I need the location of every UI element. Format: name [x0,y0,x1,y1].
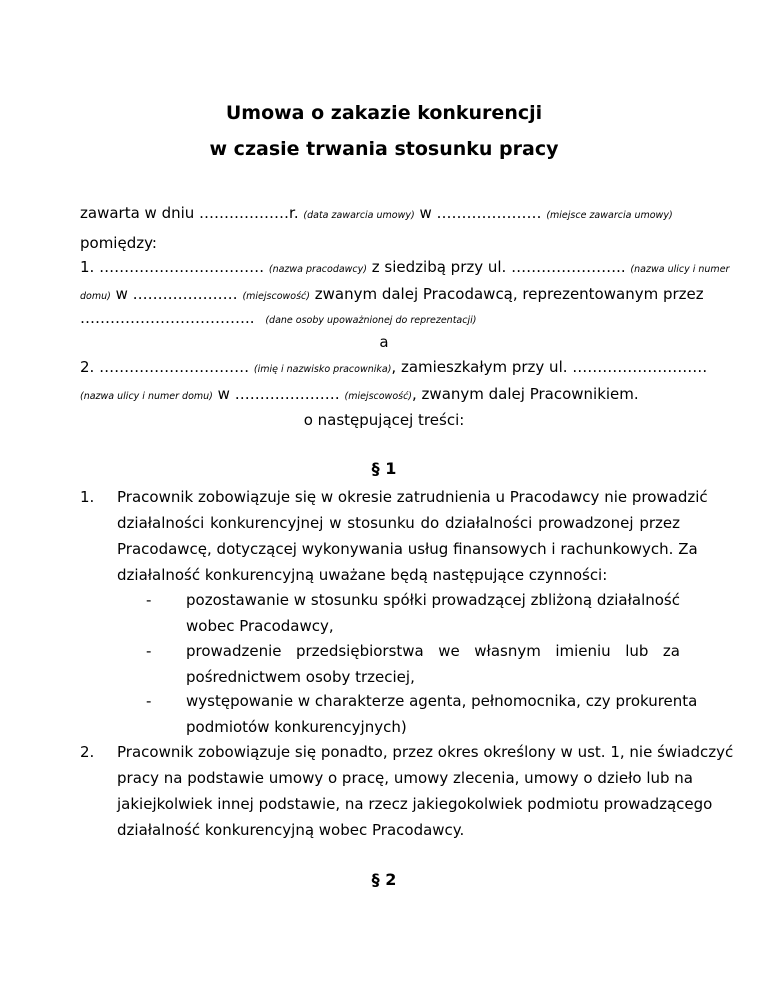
date-place-line [80,203,680,226]
employer-designation: zwanym dalej Pracodawcą, reprezentowanym przez [314,285,704,303]
place-field: w ………………… [419,204,542,222]
employer-city-field: w ………………… [115,285,238,303]
employee-address-note: (nazwa ulicy i numer domu) [80,391,213,402]
employee-address-field: , zamieszkałym przy ul. ……………………… [391,358,708,376]
bullet-2-line-2: pośrednictwem osoby trzeciej, [186,668,415,686]
bullet-3-line-2: podmiotów konkurencyjnych) [186,718,407,736]
employee-name-note: (imię i nazwisko pracownika) [253,364,392,375]
content-intro: o następującej treści: [303,411,465,429]
employee-city-field: w ………………… [217,385,340,403]
employee-line-1 [80,357,708,380]
employer-line-1 [80,257,730,280]
bullet-1-line-1: pozostawanie w stosunku spółki prowadzącej zbliżoną działalność [186,591,680,609]
representative-line [80,308,680,331]
employee-designation: , zwanym dalej Pracownikiem. [412,385,639,403]
paragraph-1-line: działalność konkurencyjną uważane będą następujące czynności: [117,566,608,584]
place-note: (miejsce zawarcia umowy) [546,210,673,221]
bullet-2-line-1: prowadzenie przedsiębiorstwa we własnym imieniu lub za [186,642,680,660]
and-label: a [379,333,389,351]
employer-address-note: (nazwa ulicy i numer [630,264,730,275]
employer-city-note: (miejscowość) [242,291,310,302]
date-field: zawarta w dniu ………………r. [80,204,299,222]
document-title-line1: Umowa o zakazie konkurencji [225,102,543,124]
document-title-line2: w czasie trwania stosunku pracy [209,138,559,160]
section-2-heading: § 2 [371,870,397,889]
employer-name-note: (nazwa pracodawcy) [268,264,367,275]
employer-address-note-cont: domu) [80,291,111,302]
employee-name-field: 2. ………………………… [80,358,250,376]
date-note: (data zawarcia umowy) [303,210,415,221]
bullet-dash: - [146,642,152,660]
bullet-dash: - [146,591,152,609]
employer-line-2 [80,284,704,307]
employee-city-note: (miejscowość) [344,391,413,402]
paragraph-2-line: jakiejkolwiek innej podstawie, na rzecz jakiegokolwiek podmiotu prowadzącego [117,795,713,813]
paragraph-2-line: pracy na podstawie umowy o pracę, umowy zlecenia, umowy o dzieło lub na [117,769,693,787]
section-1-heading: § 1 [371,459,397,478]
employer-name-field: 1. …………………………… [80,258,265,276]
paragraph-1-number: 1. [80,488,95,506]
bullet-3-line-1: występowanie w charakterze agenta, pełnomocnika, czy prokurenta [186,692,698,710]
representative-field: …………………………….. [80,309,255,327]
paragraph-2-line: działalność konkurencyjną wobec Pracodawcy. [117,821,465,839]
employer-address-field: z siedzibą przy ul. ………………….. [371,258,626,276]
between-label: pomiędzy: [80,234,157,252]
bullet-1-line-2: wobec Pracodawcy, [186,617,334,635]
paragraph-1-line: działalności konkurencyjnej w stosunku do działalności prowadzonej przez [117,514,680,532]
paragraph-2-line: Pracownik zobowiązuje się ponadto, przez okres określony w ust. 1, nie świadczyć [117,743,734,761]
employee-line-2 [80,384,680,407]
paragraph-1-line: Pracodawcę, dotyczącej wykonywania usług finansowych i rachunkowych. Za [117,540,698,558]
paragraph-2-number: 2. [80,743,95,761]
bullet-dash: - [146,692,152,710]
representative-note: (dane osoby upoważnionej do reprezentacji) [265,315,477,326]
paragraph-1-line: Pracownik zobowiązuje się w okresie zatrudnienia u Pracodawcy nie prowadzić [117,488,708,506]
